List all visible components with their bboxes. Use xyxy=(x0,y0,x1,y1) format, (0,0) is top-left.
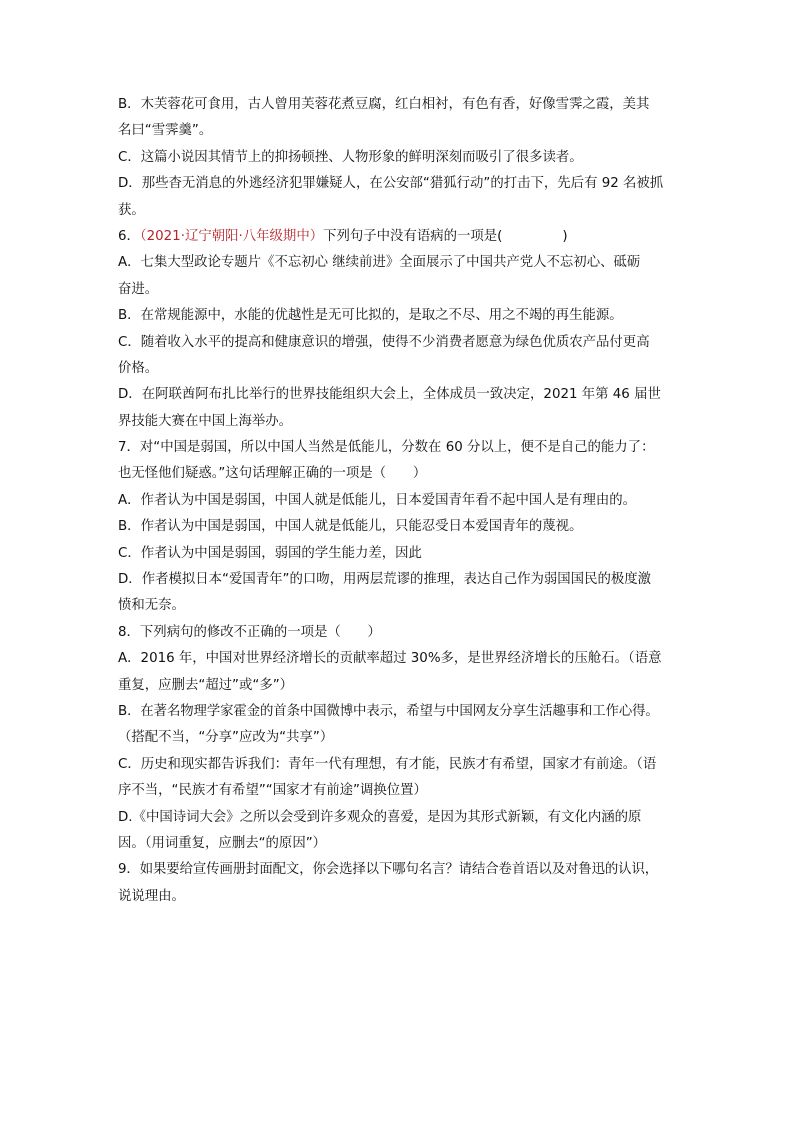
text-line: 也无怪他们疑惑。”这句话理解正确的一项是（ ） xyxy=(118,466,427,482)
q6-number: 6． xyxy=(118,228,140,244)
q5-option-d xyxy=(118,171,708,224)
q7-option-b xyxy=(118,514,708,540)
text-line: C．历史和现实都告诉我们：青年一代有理想，有才能，民族才有希望，国家才有前途。（语 xyxy=(118,756,657,772)
q8-option-c xyxy=(118,752,708,805)
q8-option-d xyxy=(118,805,708,858)
q7-option-a xyxy=(118,488,708,514)
q7-option-c xyxy=(118,541,708,567)
text-line: 价格。 xyxy=(118,360,159,376)
text-line: A．作者认为中国是弱国，中国人就是低能儿，日本爱国青年看不起中国人是有理由的。 xyxy=(118,492,637,508)
text-line: C．这篇小说因其情节上的抑扬顿挫、人物形象的鲜明深刻而吸引了很多读者。 xyxy=(118,149,583,165)
text-line: 序不当，“民族才有希望”“国家才有前途”调换位置） xyxy=(118,783,427,799)
text-line: 8．下列病句的修改不正确的一项是（ ） xyxy=(118,624,381,640)
text-line: D.《中国诗词大会》之所以会受到许多观众的喜爱，是因为其形式新颖，有文化内涵的原 xyxy=(118,809,642,825)
q6-option-a xyxy=(118,250,708,303)
q5-option-c xyxy=(118,145,708,171)
text-line: A．2016 年，中国对世界经济增长的贡献率超过 30%多，是世界经济增长的压舱石。（语意 xyxy=(118,651,662,667)
q7-option-d xyxy=(118,567,708,620)
text-line: 界技能大赛在中国上海举办。 xyxy=(118,413,293,429)
text-line: 奋进。 xyxy=(118,281,159,297)
text-line: D．那些杳无消息的外逃经济犯罪嫌疑人，在公安部“猎狐行动”的打击下，先后有 92 名被抓 xyxy=(118,176,664,192)
text-line: 7．对“中国是弱国，所以中国人当然是低能儿，分数在 60 分以上，便不是自己的能力了： xyxy=(118,440,655,456)
q6-stem xyxy=(118,224,708,250)
q6-option-c xyxy=(118,330,708,383)
text-line: 重复，应删去“超过”或“多”） xyxy=(118,677,294,693)
text-line: C．随着收入水平的提高和健康意识的增强，使得不少消费者愿意为绿色优质农产品付更高 xyxy=(118,334,650,350)
q8-stem xyxy=(118,620,708,646)
q6-stem-text: 下列句子中没有语病的一项是( xyxy=(323,228,503,244)
text-line: B．木芙蓉花可食用，古人曾用芙蓉花煮豆腐，红白相衬，有色有香，好像雪霁之霞，美其 xyxy=(118,97,650,112)
q6-option-b xyxy=(118,303,708,329)
q7-stem xyxy=(118,435,708,488)
q9-stem xyxy=(118,857,708,910)
text-line: 获。 xyxy=(118,202,145,218)
text-line: A．七集大型政论专题片《不忘初心 继续前进》全面展示了中国共产党人不忘初心、砥砺 xyxy=(118,255,641,271)
text-line: 9．如果要给宣传画册封面配文，你会选择以下哪句名言？请结合卷首语以及对鲁迅的认识， xyxy=(118,862,659,878)
questions xyxy=(118,92,708,910)
q6-stem-close: ) xyxy=(562,228,568,244)
text-line: B．在常规能源中，水能的优越性是无可比拟的，是取之不尽、用之不竭的再生能源。 xyxy=(118,308,623,324)
text-line: D．作者模拟日本“爱国青年”的口吻，用两层荒谬的推理，表达自己作为弱国国民的极度激 xyxy=(118,572,652,588)
q8-option-b xyxy=(118,699,708,752)
text-line: 名曰“雪霁羹”。 xyxy=(118,123,213,139)
text-line: D．在阿联酋阿布扎比举行的世界技能组织大会上，全体成员一致决定，2021 年第 46 届世 xyxy=(118,387,661,403)
q6-option-d xyxy=(118,382,708,435)
text-line: （搭配不当，“分享”应改为“共享”） xyxy=(118,730,334,746)
text-line: 说说理由。 xyxy=(118,888,185,904)
q5-option-b xyxy=(118,92,708,145)
text-line: 因。（用词重复，应删去“的原因”） xyxy=(118,835,327,851)
text-line: B．作者认为中国是弱国，中国人就是低能儿，只能忍受日本爱国青年的蔑视。 xyxy=(118,519,583,535)
text-line: B．在著名物理学家霍金的首条中国微博中表示，希望与中国网友分享生活趣事和工作心得。 xyxy=(118,703,659,719)
q8-option-a xyxy=(118,646,708,699)
text-line: C．作者认为中国是弱国，弱国的学生能力差，因此 xyxy=(118,545,422,561)
q6-source-tag: （2021·辽宁朝阳·八年级期中） xyxy=(139,228,324,244)
text-line: 愤和无奈。 xyxy=(118,598,185,614)
